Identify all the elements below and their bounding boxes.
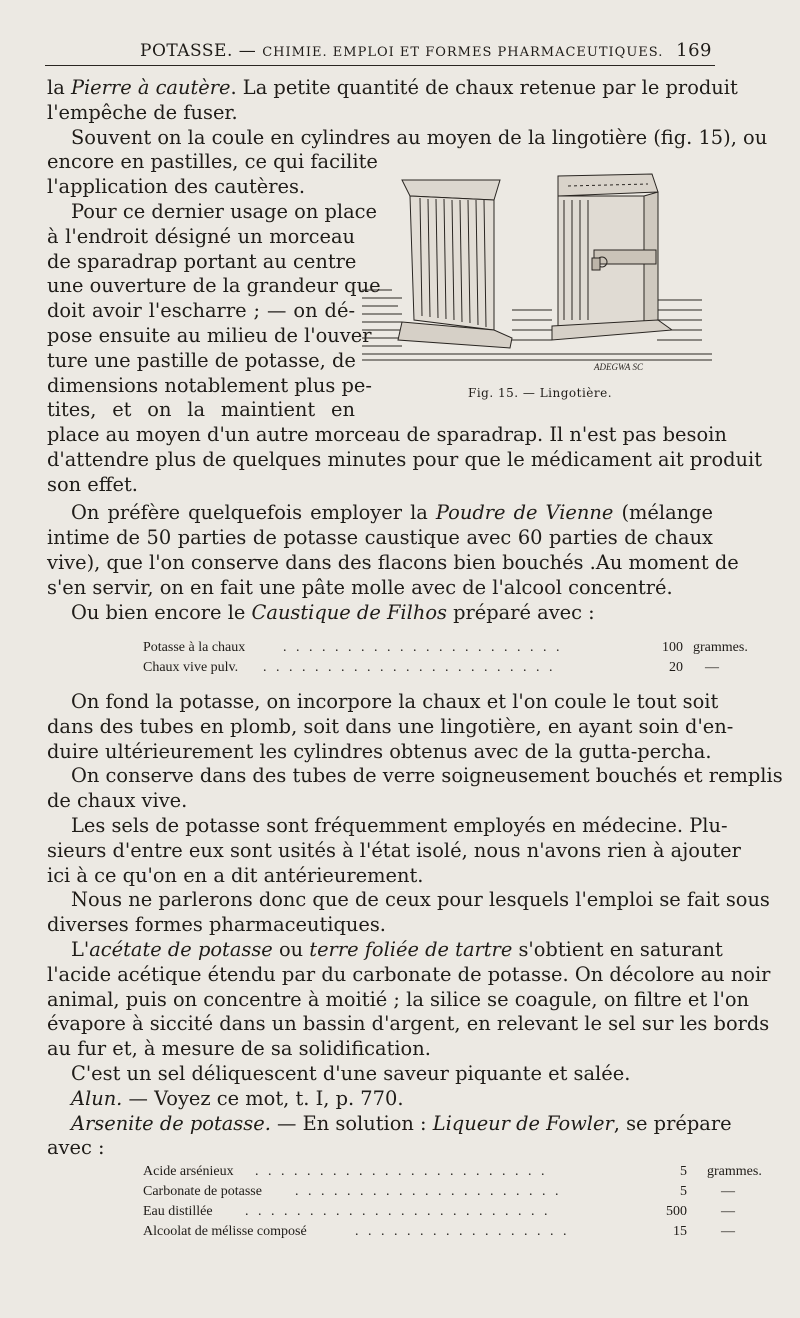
text-line: animal, puis on concentre à moitié ; la silice se coagule, on filtre et l'on [47, 987, 749, 1011]
recipe-row: Eau distillée . . . . . . . . . . . . . . . . . . . . . . . . 500 — [143, 1204, 735, 1219]
text-line: au fur et, à mesure de sa solidification. [47, 1037, 431, 1061]
recipe-fowler [143, 1162, 762, 1242]
text-line: vive), que l'on conserve dans des flacons bien bouchés .Au moment de [47, 550, 739, 574]
text-line: On conserve dans des tubes de verre soigneusement bouchés et remplis [71, 764, 783, 788]
text-line: pose ensuite au milieu de l'ouver [47, 323, 372, 347]
text-line: la Pierre à cautère. La petite quantité de chaux retenue par le produit [47, 76, 738, 99]
lingotiere-figure [362, 170, 712, 402]
text-line: tites, et on la maintient en [47, 398, 355, 422]
text-line: sieurs d'entre eux sont usités à l'état isolé, nous n'avons rien à ajouter [47, 838, 741, 862]
running-header [140, 40, 712, 61]
text-line: évapore à siccité dans un bassin d'argent, en relevant le sel sur les bords [47, 1012, 770, 1036]
text-line: Souvent on la coule en cylindres au moyen de la lingotière (fig. 15), ou [71, 125, 768, 149]
text-line: ture une pastille de potasse, de [47, 348, 356, 372]
text-line: place au moyen d'un autre morceau de sparadrap. Il n'est pas besoin [47, 423, 727, 446]
text-line: avec : [47, 1136, 105, 1160]
page-number: 169 [676, 40, 712, 61]
text-line: de sparadrap portant au centre [47, 249, 357, 273]
text-line: son effet. [47, 472, 138, 496]
text-line: dans des tubes en plomb, soit dans une lingotière, en ayant soin d'en- [47, 714, 734, 738]
recipe-caustique [143, 638, 748, 678]
text-line: Ou bien encore le Caustique de Filhos préparé avec : [71, 600, 595, 624]
text-line: encore en pastilles, ce qui facilite [47, 150, 378, 174]
text-line: On fond la potasse, on incorpore la chaux et l'on coule le tout soit [71, 690, 719, 713]
text-line: On préfère quelquefois employer la Poudre de Vienne (mélange [71, 501, 714, 525]
text-line: ici à ce qu'on en a dit antérieurement. [47, 863, 424, 887]
text-line: C'est un sel déliquescent d'une saveur piquante et salée. [71, 1061, 631, 1085]
header-rule [45, 65, 715, 66]
text-line: une ouverture de la grandeur que [47, 274, 381, 298]
text-line: doit avoir l'escharre ; — on dé- [47, 299, 355, 323]
recipe-row: Chaux vive pulv. . . . . . . . . . . . . . . . . . . . . . . . 20 — [143, 660, 719, 675]
header-title: POTASSE. — CHIMIE. EMPLOI ET FORMES PHARMACEUTIQUES. [140, 41, 664, 61]
mold-half-right [552, 174, 672, 340]
text-block-narrow [47, 200, 381, 423]
text-line: L'acétate de potasse ou terre foliée de tartre s'obtient en saturant [71, 937, 723, 961]
text-line: Les sels de potasse sont fréquemment employés en médecine. Plu- [71, 813, 728, 837]
text-line: Arsenite de potasse. — En solution : Liqueur de Fowler, se prépare [71, 1111, 732, 1135]
text-line: dimensions notablement plus pe- [47, 373, 372, 397]
text-block-lower [47, 690, 783, 1161]
recipe-row: Carbonate de potasse . . . . . . . . . . . . . . . . . . . . . 5 — [143, 1184, 735, 1199]
text-line: l'application des cautères. [47, 175, 306, 199]
mold-half-left [398, 180, 512, 348]
text-line: diverses formes pharmaceutiques. [47, 913, 386, 937]
text-line: duire ultérieurement les cylindres obtenus avec de la gutta-percha. [47, 739, 712, 763]
figure-caption: Fig. 15. — Lingotière. [468, 386, 613, 400]
recipe-row: Alcoolat de mélisse composé . . . . . . . . . . . . . . . . . 15 — [143, 1224, 735, 1239]
recipe-row: Acide arsénieux . . . . . . . . . . . . . . . . . . . . . . . 5 grammes. [143, 1164, 762, 1179]
text-line: intime de 50 parties de potasse caustique avec 60 parties de chaux [47, 526, 713, 550]
text-line: l'acide acétique étendu par du carbonate de potasse. On décolore au noir [47, 962, 771, 986]
text-line: Alun. — Voyez ce mot, t. I, p. 770. [71, 1086, 404, 1110]
text-line: d'attendre plus de quelques minutes pour que le médicament ait produit [47, 447, 763, 471]
text-line: Pour ce dernier usage on place [71, 200, 377, 223]
text-line: s'en servir, on en fait une pâte molle avec de l'alcool concentré. [47, 575, 673, 599]
text-block-main [47, 423, 763, 625]
recipe-row: Potasse à la chaux . . . . . . . . . . . . . . . . . . . . . . 100 grammes. [143, 640, 748, 655]
text-line: l'empêche de fuser. [47, 100, 238, 124]
text-line: Nous ne parlerons donc que de ceux pour lesquels l'emploi se fait sous [71, 888, 770, 912]
text-line: à l'endroit désigné un morceau [47, 224, 355, 248]
text-line: de chaux vive. [47, 789, 188, 813]
engraver-signature: ADEGWA SC [594, 362, 643, 372]
